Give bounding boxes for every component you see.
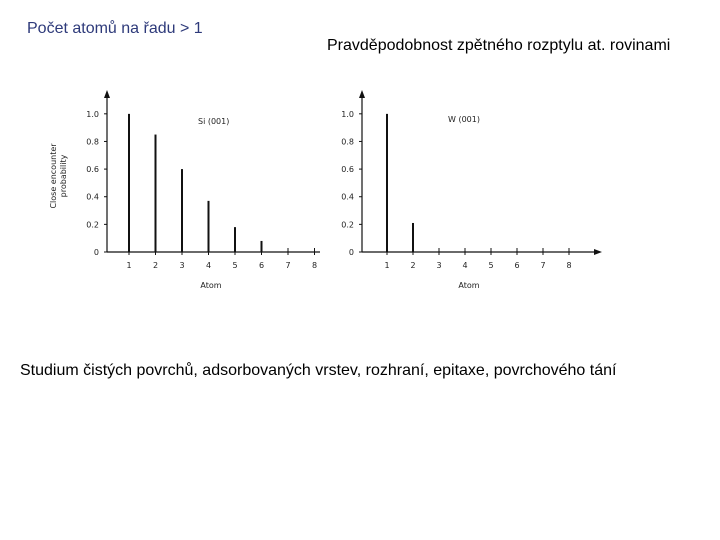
heading-atoms-per-row: Počet atomů na řadu > 1 — [27, 20, 203, 37]
x-tick-label: 7 — [285, 261, 291, 270]
y-tick-label: 0.6 — [341, 165, 354, 175]
x-tick-label: 5 — [232, 261, 238, 270]
y-axis-arrow — [359, 90, 365, 98]
chart-w-001 — [320, 80, 610, 300]
x-tick-label: 3 — [179, 261, 185, 270]
x-tick-label: 2 — [152, 261, 159, 270]
x-tick-label: 4 — [462, 261, 468, 270]
x-tick-label: 3 — [436, 261, 442, 270]
chart-si-001 — [40, 80, 320, 300]
y-tick-label: 0.8 — [341, 137, 354, 147]
x-axis-title: Atom — [458, 281, 480, 290]
x-axis-title: Atom — [200, 281, 222, 290]
y-tick-label: 0.4 — [341, 192, 354, 202]
y-tick-label: 0.2 — [341, 220, 354, 230]
y-tick-label: 1.0 — [86, 109, 99, 119]
x-tick-label: 5 — [488, 261, 494, 270]
x-tick-label: 6 — [514, 261, 520, 270]
series-label: W (001) — [448, 115, 480, 124]
heading-backscatter-probability: Pravděpodobnost zpětného rozptylu at. rovinami — [327, 37, 671, 54]
x-tick-label: 6 — [258, 261, 265, 270]
y-tick-label: 0 — [93, 248, 99, 257]
y-tick-label: 0 — [348, 248, 354, 257]
x-tick-label: 7 — [540, 261, 546, 270]
y-tick-label: 0.2 — [86, 220, 99, 230]
y-tick-label: 0.4 — [86, 192, 99, 202]
y-tick-label: 0.8 — [86, 137, 99, 147]
x-axis-arrow — [594, 249, 602, 255]
x-tick-label: 1 — [126, 261, 132, 270]
y-tick-label: 1.0 — [341, 109, 354, 119]
y-axis-arrow — [104, 90, 110, 98]
y-axis-title: Close encounterprobability — [49, 143, 68, 209]
y-tick-label: 0.6 — [86, 165, 99, 175]
x-tick-label: 4 — [205, 261, 212, 270]
x-tick-label: 1 — [384, 261, 390, 270]
surface-studies-text: Studium čistých povrchů, adsorbovaných vrstev, rozhraní, epitaxe, povrchového tání — [20, 362, 617, 379]
x-tick-label: 8 — [311, 261, 318, 270]
series-label: Si (001) — [198, 117, 230, 126]
x-tick-label: 2 — [410, 261, 416, 270]
x-tick-label: 8 — [566, 261, 572, 270]
